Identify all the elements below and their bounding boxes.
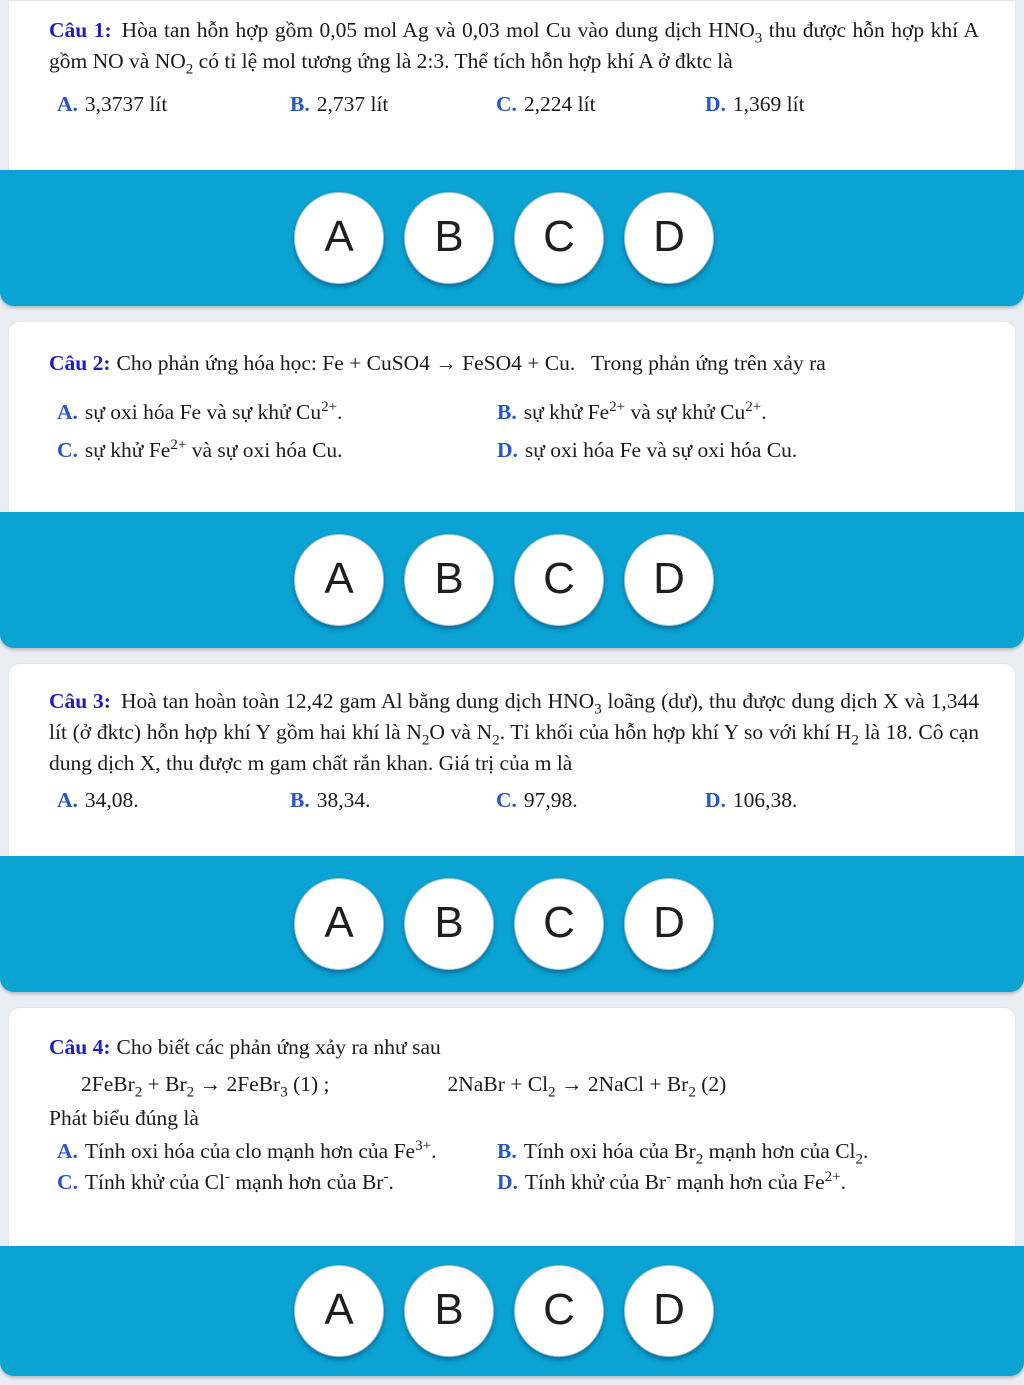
option-a: A. sự oxi hóa Fe và sự khử $Cu^{2+}$. bbox=[57, 398, 343, 424]
option-d: D. sự oxi hóa Fe và sự oxi hóa Cu. bbox=[497, 438, 798, 462]
question-card-3 bbox=[8, 663, 1016, 856]
question-2-body: Cho phản ứng hóa học: Fe + CuSO4 → FeSO4 + Cu. Trong phản ứng trên xảy ra bbox=[116, 351, 826, 375]
question-3-body: Hoà tan hoàn toàn 12,42 gam Al bằng dung dịch $HNO_3$ loãng (dư), thu được dung dịch X và 1,344 lít (ở đktc) hỗn hợp khí Y gồm hai khí là $N_2O$ và $N_2$. Tỉ khối của hỗn hợp khí Y so với khí $H_2$ là 18. Cô cạn dung dịch X, thu được m gam chất rắn khan. Giá trị của m là bbox=[49, 689, 980, 775]
option-d: D. 106,38. bbox=[705, 788, 798, 812]
option-b: B. 2,737 lít bbox=[290, 92, 389, 116]
question-2-label: Câu 2: bbox=[49, 351, 111, 375]
answer-circles bbox=[294, 192, 714, 284]
question-3-options bbox=[49, 785, 979, 815]
option-b: B. 38,34. bbox=[290, 788, 371, 812]
answer-circle-c[interactable]: C bbox=[514, 1265, 604, 1357]
answer-circles bbox=[294, 878, 714, 970]
option-a: A. Tính oxi hóa của clo mạnh hơn của $Fe^{3+}$. bbox=[57, 1137, 437, 1163]
answer-circle-b[interactable]: B bbox=[404, 534, 494, 626]
question-1-label: Câu 1: bbox=[49, 18, 112, 42]
option-b: B. sự khử $Fe^{2+}$ và sự khử $Cu^{2+}$. bbox=[497, 398, 767, 424]
question-1-text bbox=[49, 15, 979, 77]
question-1-body: Hòa tan hỗn hợp gồm 0,05 mol Ag và 0,03 mol Cu vào dung dịch $HNO_3$ thu được hỗn hợp khí A gồm NO và $NO_2$ có tỉ lệ mol tương ứng là 2:3. Thể tích hỗn hợp khí A ở đktc là bbox=[49, 18, 979, 78]
question-4-text bbox=[49, 1032, 979, 1063]
answer-bar-4 bbox=[0, 1246, 1024, 1376]
question-block-1 bbox=[0, 0, 1024, 306]
answer-circles bbox=[294, 534, 714, 626]
question-block-3 bbox=[0, 663, 1024, 992]
answer-bar-2 bbox=[0, 512, 1024, 648]
question-4-label: Câu 4: bbox=[49, 1035, 111, 1059]
question-4-equations bbox=[49, 1067, 979, 1101]
answer-circle-a[interactable]: A bbox=[294, 192, 384, 284]
question-3-label: Câu 3: bbox=[49, 689, 111, 713]
question-2-options bbox=[49, 393, 979, 469]
question-block-4 bbox=[0, 1007, 1024, 1376]
question-4-options bbox=[49, 1136, 979, 1198]
option-b: B. Tính oxi hóa của $Br_2$ mạnh hơn của $Cl_2$. bbox=[497, 1139, 869, 1168]
answer-circle-a[interactable]: A bbox=[294, 878, 384, 970]
question-4-statement: Phát biểu đúng là bbox=[49, 1106, 199, 1130]
answer-circle-d[interactable]: D bbox=[624, 534, 714, 626]
answer-circle-d[interactable]: D bbox=[624, 878, 714, 970]
answer-circle-d[interactable]: D bbox=[624, 192, 714, 284]
question-2-text bbox=[49, 348, 979, 379]
answer-circle-b[interactable]: B bbox=[404, 1265, 494, 1357]
question-card-4 bbox=[8, 1007, 1016, 1246]
answer-circle-c[interactable]: C bbox=[514, 878, 604, 970]
option-a: A. 3,3737 lít bbox=[57, 92, 168, 116]
answer-circle-b[interactable]: B bbox=[404, 192, 494, 284]
question-4-body: Cho biết các phản ứng xảy ra như sau bbox=[116, 1035, 441, 1059]
equation-2: 2NaBr + $Cl_2$ → 2NaCl + $Br_2$ (2) bbox=[447, 1072, 727, 1101]
option-c: C. Tính khử của Cl- mạnh hơn của Br-. bbox=[57, 1168, 394, 1194]
answer-circle-c[interactable]: C bbox=[514, 192, 604, 284]
question-card-1 bbox=[8, 0, 1016, 170]
question-card-2 bbox=[8, 321, 1016, 512]
answer-circle-a[interactable]: A bbox=[294, 534, 384, 626]
option-d: D. 1,369 lít bbox=[705, 92, 805, 116]
answer-circle-b[interactable]: B bbox=[404, 878, 494, 970]
answer-circles bbox=[294, 1265, 714, 1357]
question-block-2 bbox=[0, 321, 1024, 648]
answer-bar-1 bbox=[0, 170, 1024, 306]
option-c: C. sự khử $Fe^{2+}$ và sự oxi hóa Cu. bbox=[57, 436, 343, 462]
answer-circle-a[interactable]: A bbox=[294, 1265, 384, 1357]
answer-circle-c[interactable]: C bbox=[514, 534, 604, 626]
equation-1: 2FeBr$_2$ + $Br_2$ → 2FeBr$_3$ (1) ; bbox=[81, 1072, 330, 1101]
option-d: D. Tính khử của Br- mạnh hơn của $Fe^{2+}$. bbox=[497, 1168, 847, 1194]
question-1-options bbox=[49, 89, 979, 119]
option-c: C. 97,98. bbox=[496, 788, 578, 812]
option-a: A. 34,08. bbox=[57, 788, 139, 812]
answer-bar-3 bbox=[0, 856, 1024, 992]
option-c: C. 2,224 lít bbox=[496, 92, 596, 116]
question-3-text bbox=[49, 686, 979, 779]
answer-circle-d[interactable]: D bbox=[624, 1265, 714, 1357]
